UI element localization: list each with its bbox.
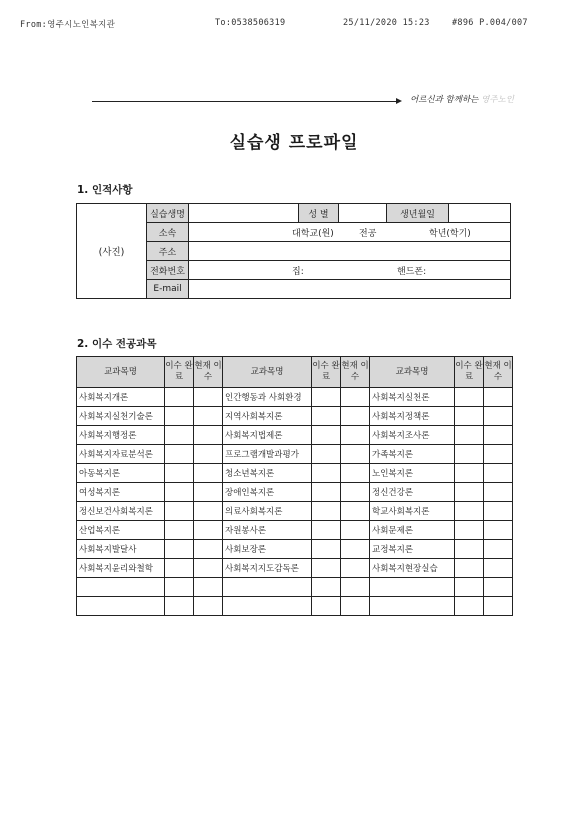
course-completed-check-cell[interactable]	[165, 578, 194, 597]
course-current-check-cell[interactable]	[484, 426, 513, 445]
course-completed-check-cell[interactable]	[165, 559, 194, 578]
course-name-cell: 인간행동과 사회환경	[223, 388, 312, 407]
home-phone-text: 집:	[292, 267, 304, 277]
course-name-cell: 정신건강론	[370, 483, 455, 502]
course-current-check-cell[interactable]	[194, 597, 223, 616]
course-name-cell: 프로그램개발과평가	[223, 445, 312, 464]
table-row	[77, 445, 513, 464]
courses-header-row	[77, 357, 513, 388]
table-row	[77, 483, 513, 502]
course-name-cell: 사회복지자료분석론	[77, 445, 165, 464]
email-label: E-mail	[147, 280, 189, 299]
grade-text: 학년(학기)	[429, 229, 471, 239]
course-name-cell: 여성복지론	[77, 483, 165, 502]
course-name-cell: 아동복지론	[77, 464, 165, 483]
table-row	[77, 597, 513, 616]
course-current-check-cell[interactable]	[484, 407, 513, 426]
phone-field[interactable]	[189, 261, 511, 280]
course-current-check-cell[interactable]	[194, 559, 223, 578]
table-row	[77, 464, 513, 483]
course-completed-check-cell[interactable]	[455, 597, 484, 616]
course-completed-check-cell[interactable]	[165, 502, 194, 521]
course-completed-check-cell[interactable]	[312, 578, 341, 597]
course-current-check-cell[interactable]	[341, 559, 370, 578]
course-name-cell: 사회복지발달사	[77, 540, 165, 559]
course-completed-check-cell[interactable]	[455, 521, 484, 540]
address-label: 주소	[147, 242, 189, 261]
table-row	[77, 426, 513, 445]
course-completed-check-cell[interactable]	[165, 521, 194, 540]
header-rule	[92, 101, 398, 102]
course-completed-check-cell[interactable]	[312, 426, 341, 445]
fax-datetime: 25/11/2020 15:23	[343, 18, 430, 28]
course-current-check-cell[interactable]	[194, 483, 223, 502]
course-name-cell: 사회복지실천론	[370, 388, 455, 407]
slogan-faint: 영주노인	[481, 95, 514, 105]
course-current-check-cell[interactable]	[194, 407, 223, 426]
major-text: 전공	[359, 229, 377, 239]
course-completed-check-cell[interactable]	[312, 502, 341, 521]
course-current-check-cell[interactable]	[194, 521, 223, 540]
section-personal-heading: 1. 인적사항	[77, 184, 133, 196]
course-completed-check-cell[interactable]	[165, 540, 194, 559]
section-courses-heading: 2. 이수 전공과목	[77, 338, 157, 350]
course-name-cell: 자원봉사론	[223, 521, 312, 540]
course-name-cell	[370, 597, 455, 616]
col-subject-header: 교과목명	[223, 357, 312, 388]
course-current-check-cell[interactable]	[484, 502, 513, 521]
table-row	[77, 521, 513, 540]
course-name-cell: 사회복지실천기술론	[77, 407, 165, 426]
fax-page: #896 P.004/007	[452, 18, 528, 28]
course-completed-check-cell[interactable]	[312, 388, 341, 407]
col-subject-header: 교과목명	[370, 357, 455, 388]
course-name-cell	[223, 578, 312, 597]
affiliation-field[interactable]	[189, 223, 511, 242]
course-current-check-cell[interactable]	[341, 388, 370, 407]
mobile-phone-text: 핸드폰:	[397, 267, 427, 277]
course-current-check-cell[interactable]	[341, 540, 370, 559]
course-name-cell: 사회복지지도감독론	[223, 559, 312, 578]
table-row	[77, 559, 513, 578]
course-completed-check-cell[interactable]	[165, 597, 194, 616]
course-current-check-cell[interactable]	[484, 445, 513, 464]
course-completed-check-cell[interactable]	[312, 521, 341, 540]
course-completed-check-cell[interactable]	[312, 407, 341, 426]
course-completed-check-cell[interactable]	[312, 559, 341, 578]
course-name-cell: 지역사회복지론	[223, 407, 312, 426]
course-completed-check-cell[interactable]	[455, 464, 484, 483]
course-name-cell: 청소년복지론	[223, 464, 312, 483]
course-completed-check-cell[interactable]	[455, 445, 484, 464]
course-name-cell: 사회복지행정론	[77, 426, 165, 445]
course-name-cell: 교정복지론	[370, 540, 455, 559]
address-field[interactable]	[189, 242, 511, 261]
course-completed-check-cell[interactable]	[312, 464, 341, 483]
col-subject-header: 교과목명	[77, 357, 165, 388]
personal-info-table	[76, 203, 511, 299]
course-current-check-cell[interactable]	[484, 597, 513, 616]
course-completed-check-cell[interactable]	[455, 388, 484, 407]
affiliation-label: 소속	[147, 223, 189, 242]
course-current-check-cell[interactable]	[194, 502, 223, 521]
course-completed-check-cell[interactable]	[312, 483, 341, 502]
course-completed-check-cell[interactable]	[165, 407, 194, 426]
col-current-header: 현재 이수	[341, 357, 370, 388]
course-current-check-cell[interactable]	[484, 388, 513, 407]
course-completed-check-cell[interactable]	[165, 483, 194, 502]
course-name-cell: 사회복지법제론	[223, 426, 312, 445]
photo-placeholder: (사진)	[77, 204, 147, 299]
email-field[interactable]	[189, 280, 511, 299]
course-completed-check-cell[interactable]	[165, 464, 194, 483]
course-current-check-cell[interactable]	[341, 407, 370, 426]
slogan	[410, 93, 514, 105]
course-name-cell	[77, 597, 165, 616]
course-completed-check-cell[interactable]	[455, 540, 484, 559]
course-name-cell: 사회복지정책론	[370, 407, 455, 426]
course-current-check-cell[interactable]	[194, 445, 223, 464]
course-current-check-cell[interactable]	[341, 502, 370, 521]
course-current-check-cell[interactable]	[484, 483, 513, 502]
course-current-check-cell[interactable]	[484, 521, 513, 540]
course-completed-check-cell[interactable]	[312, 445, 341, 464]
table-row	[77, 578, 513, 597]
course-name-cell: 사회복지현장실습	[370, 559, 455, 578]
course-name-cell: 가족복지론	[370, 445, 455, 464]
fax-from: From:영주시노인복지관	[20, 20, 116, 30]
course-current-check-cell[interactable]	[341, 445, 370, 464]
course-current-check-cell[interactable]	[484, 559, 513, 578]
course-name-cell: 사회복지개론	[77, 388, 165, 407]
slogan-main: 어르신과 함께하는	[410, 95, 479, 105]
course-name-cell	[223, 597, 312, 616]
course-completed-check-cell[interactable]	[165, 426, 194, 445]
course-name-cell: 장애인복지론	[223, 483, 312, 502]
course-current-check-cell[interactable]	[484, 540, 513, 559]
course-name-cell: 사회보장론	[223, 540, 312, 559]
col-completed-header: 이수 완료	[455, 357, 484, 388]
name-field[interactable]	[189, 204, 299, 223]
birth-label: 생년월일	[387, 204, 449, 223]
name-label: 실습생명	[147, 204, 189, 223]
course-completed-check-cell[interactable]	[455, 483, 484, 502]
course-current-check-cell[interactable]	[341, 578, 370, 597]
course-completed-check-cell[interactable]	[455, 559, 484, 578]
course-current-check-cell[interactable]	[194, 426, 223, 445]
course-completed-check-cell[interactable]	[455, 426, 484, 445]
gender-field[interactable]	[339, 204, 387, 223]
course-current-check-cell[interactable]	[341, 464, 370, 483]
table-row	[77, 502, 513, 521]
col-completed-header: 이수 완료	[165, 357, 194, 388]
gender-label: 성 별	[299, 204, 339, 223]
course-name-cell: 학교사회복지론	[370, 502, 455, 521]
birth-field[interactable]	[449, 204, 511, 223]
course-completed-check-cell[interactable]	[455, 407, 484, 426]
course-current-check-cell[interactable]	[194, 388, 223, 407]
course-name-cell: 정신보건사회복지론	[77, 502, 165, 521]
course-name-cell: 산업복지론	[77, 521, 165, 540]
course-current-check-cell[interactable]	[341, 597, 370, 616]
fax-to: To:0538506319	[215, 18, 286, 28]
table-row	[77, 540, 513, 559]
course-name-cell	[370, 578, 455, 597]
course-current-check-cell[interactable]	[194, 540, 223, 559]
course-name-cell	[77, 578, 165, 597]
course-completed-check-cell[interactable]	[165, 445, 194, 464]
university-text: 대학교(원)	[292, 229, 334, 239]
course-current-check-cell[interactable]	[194, 578, 223, 597]
course-current-check-cell[interactable]	[194, 464, 223, 483]
col-current-header: 현재 이수	[484, 357, 513, 388]
course-name-cell: 사회복지조사론	[370, 426, 455, 445]
course-name-cell: 의료사회복지론	[223, 502, 312, 521]
table-row	[77, 388, 513, 407]
course-completed-check-cell[interactable]	[455, 578, 484, 597]
table-row	[77, 407, 513, 426]
course-current-check-cell[interactable]	[341, 521, 370, 540]
course-completed-check-cell[interactable]	[455, 502, 484, 521]
course-current-check-cell[interactable]	[341, 483, 370, 502]
course-completed-check-cell[interactable]	[165, 388, 194, 407]
course-completed-check-cell[interactable]	[312, 540, 341, 559]
course-current-check-cell[interactable]	[484, 464, 513, 483]
col-completed-header: 이수 완료	[312, 357, 341, 388]
col-current-header: 현재 이수	[194, 357, 223, 388]
courses-table	[76, 356, 513, 616]
page-title: 실습생 프로파일	[229, 133, 359, 153]
course-current-check-cell[interactable]	[484, 578, 513, 597]
course-completed-check-cell[interactable]	[312, 597, 341, 616]
course-current-check-cell[interactable]	[341, 426, 370, 445]
course-name-cell: 사회복지윤리와철학	[77, 559, 165, 578]
rule-arrow-icon	[396, 98, 402, 104]
course-name-cell: 사회문제론	[370, 521, 455, 540]
course-name-cell: 노인복지론	[370, 464, 455, 483]
phone-label: 전화번호	[147, 261, 189, 280]
